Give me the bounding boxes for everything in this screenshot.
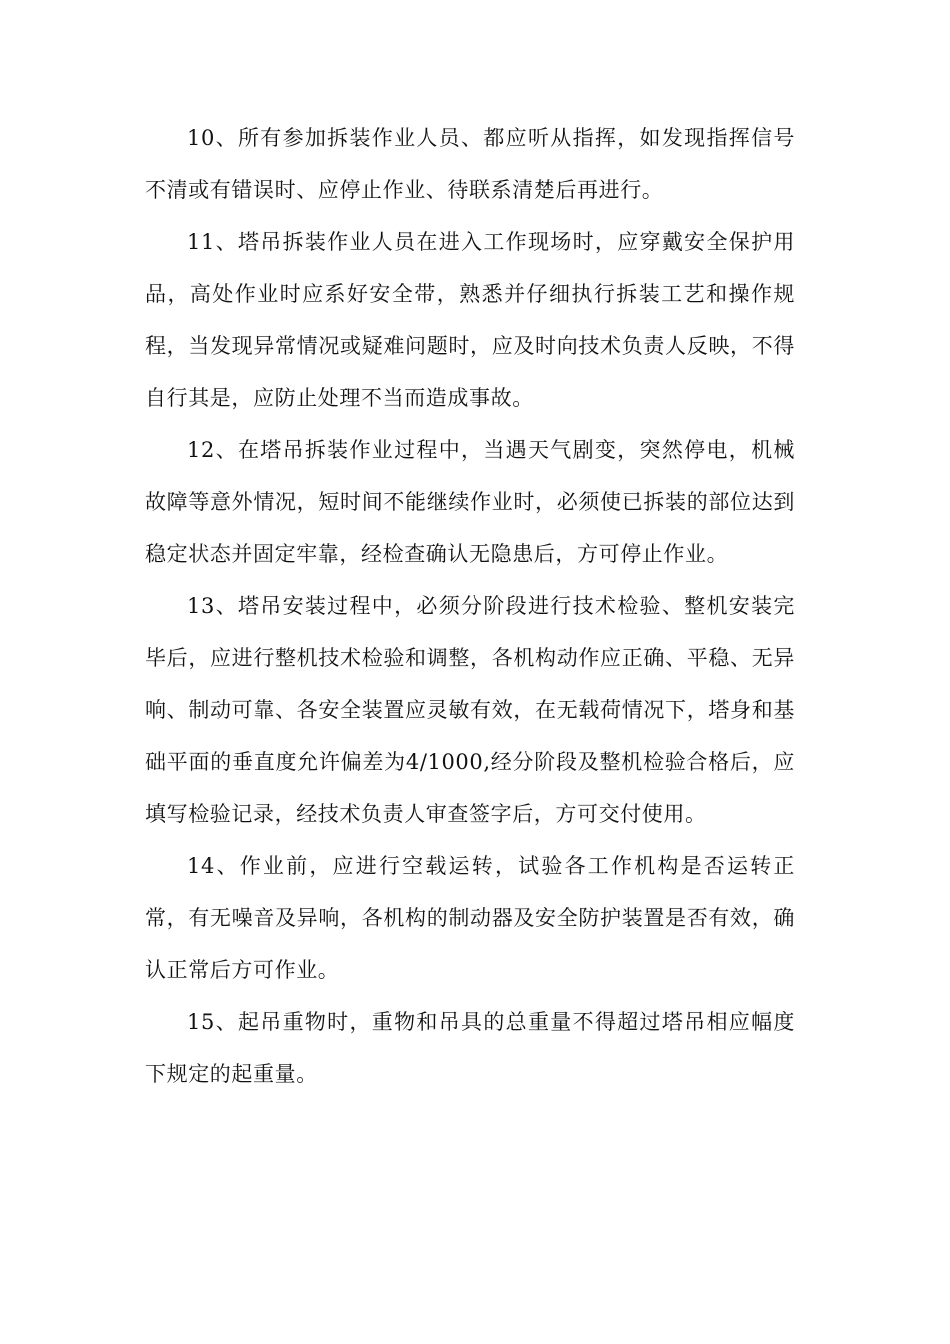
paragraph-12: 12、在塔吊拆装作业过程中，当遇天气剧变，突然停电，机械故障等意外情况，短时间不能继续作业时，必须使已拆装的部位达到稳定状态并固定牢靠，经检查确认无隐患后，方可停止作业。	[145, 438, 795, 566]
paragraph-13: 13、塔吊安装过程中，必须分阶段进行技术检验、整机安装完毕后，应进行整机技术检验和调整，各机构动作应正确、平稳、无异响、制动可靠、各安全装置应灵敏有效，在无载荷情况下，塔身和基础平面的垂直度允许偏差为4/1000,经分阶段及整机检验合格后，应填写检验记录，经技术负责人审查签字后，方可交付使用。	[145, 594, 795, 826]
paragraph-15: 15、起吊重物时，重物和吊具的总重量不得超过塔吊相应幅度下规定的起重量。	[145, 1010, 795, 1086]
paragraph-10: 10、所有参加拆装作业人员、都应听从指挥，如发现指挥信号不清或有错误时、应停止作业、待联系清楚后再进行。	[145, 126, 795, 202]
paragraph-11: 11、塔吊拆装作业人员在进入工作现场时，应穿戴安全保护用品，高处作业时应系好安全带，熟悉并仔细执行拆装工艺和操作规程，当发现异常情况或疑难问题时，应及时向技术负责人反映，不得自行其是，应防止处理不当而造成事故。	[145, 230, 795, 410]
paragraph-14: 14、作业前，应进行空载运转，试验各工作机构是否运转正常，有无噪音及异响，各机构的制动器及安全防护装置是否有效，确认正常后方可作业。	[145, 854, 795, 982]
document-body	[145, 112, 795, 1100]
